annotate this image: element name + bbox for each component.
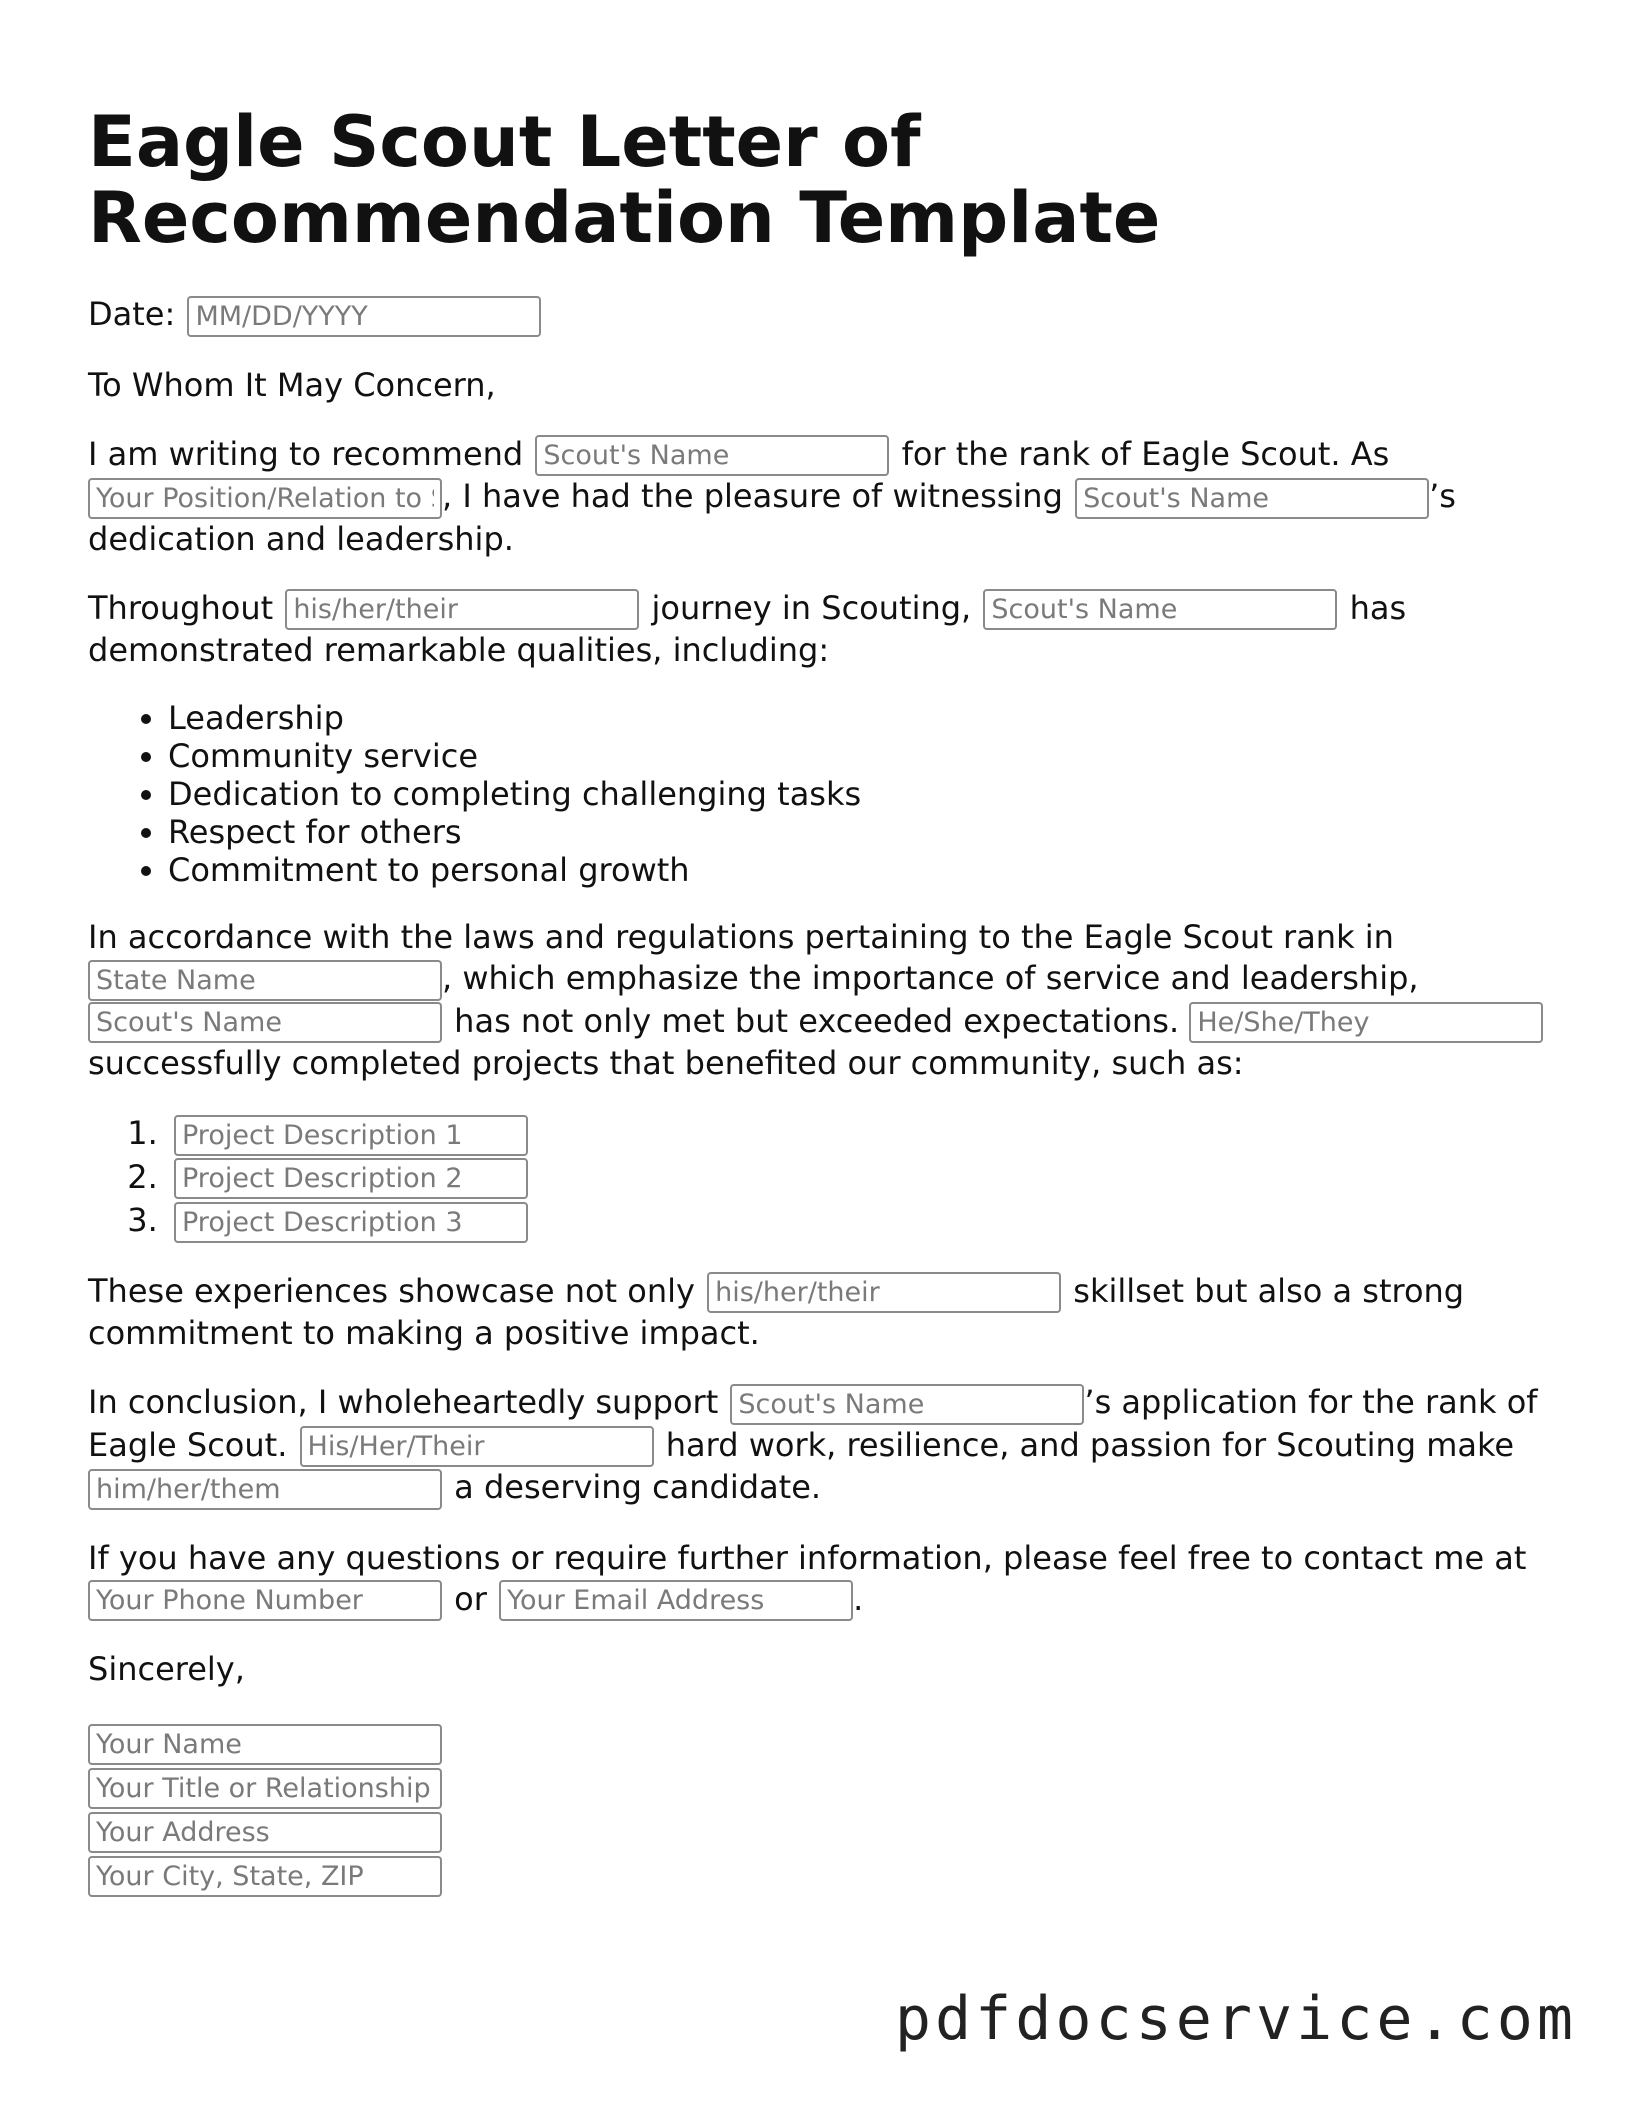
watermark: pdfdocservice.com bbox=[894, 1984, 1577, 2054]
your-title-input[interactable] bbox=[88, 1768, 442, 1809]
project-description-input[interactable] bbox=[174, 1202, 528, 1243]
text-segment: successfully completed projects that benefited our community, such as: bbox=[88, 1044, 1244, 1082]
text-segment: has not only met but exceeded expectations. bbox=[454, 1001, 1180, 1040]
pronoun-input[interactable] bbox=[1189, 1002, 1543, 1043]
position-relation-input[interactable] bbox=[88, 478, 442, 519]
text-segment: , which emphasize the importance of service and leadership, bbox=[442, 959, 1419, 997]
project-description-input[interactable] bbox=[174, 1115, 528, 1156]
projects-list bbox=[88, 1112, 1548, 1243]
text-segment: a deserving candidate. bbox=[454, 1468, 822, 1506]
scout-name-input[interactable] bbox=[730, 1384, 1084, 1425]
email-address-input[interactable] bbox=[499, 1580, 853, 1621]
pronoun-input[interactable] bbox=[285, 589, 639, 630]
date-line bbox=[88, 294, 1548, 337]
text-segment: In accordance with the laws and regulations pertaining to the Eagle Scout rank in bbox=[88, 918, 1394, 956]
project-description-input[interactable] bbox=[174, 1158, 528, 1199]
paragraph-experiences bbox=[88, 1271, 1548, 1355]
scout-name-input[interactable] bbox=[1075, 478, 1429, 519]
text-segment: journey in Scouting, bbox=[651, 588, 972, 627]
list-item: • Community service bbox=[168, 737, 1548, 775]
scout-name-input[interactable] bbox=[983, 589, 1337, 630]
text-segment: I am writing to recommend bbox=[88, 434, 524, 473]
text-segment: Throughout bbox=[88, 588, 274, 627]
list-item bbox=[168, 1112, 1548, 1156]
date-input[interactable] bbox=[187, 296, 541, 337]
pronoun-input[interactable] bbox=[300, 1426, 654, 1467]
text-segment: ’s application for the rank of Eagle Scout. bbox=[88, 1383, 1538, 1464]
your-address-input[interactable] bbox=[88, 1812, 442, 1853]
list-item: • Respect for others bbox=[168, 813, 1548, 851]
list-item bbox=[168, 1156, 1548, 1200]
paragraph-recommend bbox=[88, 434, 1548, 560]
list-item: • Dedication to completing challenging tasks bbox=[168, 775, 1548, 813]
paragraph-conclusion bbox=[88, 1382, 1548, 1510]
text-segment: . bbox=[853, 1579, 864, 1618]
page-title: Eagle Scout Letter of Recommendation Template bbox=[88, 101, 1161, 259]
scout-name-input[interactable] bbox=[535, 435, 889, 476]
text-segment: In conclusion, I wholeheartedly support bbox=[88, 1383, 719, 1421]
text-segment: If you have any questions or require further information, please feel free to contact me at bbox=[88, 1538, 1527, 1577]
letter-page bbox=[88, 101, 1548, 1900]
paragraph-journey bbox=[88, 588, 1548, 672]
text-segment: has demonstrated remarkable qualities, including: bbox=[88, 588, 1407, 669]
text-segment: skillset but also a strong commitment to making a positive impact. bbox=[88, 1271, 1465, 1352]
closing: Sincerely, bbox=[88, 1650, 245, 1688]
salutation: To Whom It May Concern, bbox=[88, 365, 496, 404]
scout-name-input[interactable] bbox=[88, 1002, 442, 1043]
paragraph-contact bbox=[88, 1538, 1548, 1622]
qualities-list bbox=[88, 699, 1548, 889]
pronoun-input[interactable] bbox=[707, 1272, 1061, 1313]
your-city-state-zip-input[interactable] bbox=[88, 1856, 442, 1897]
phone-number-input[interactable] bbox=[88, 1580, 442, 1621]
text-segment: ’s dedication and leadership. bbox=[88, 477, 1456, 558]
text-segment: , I have had the pleasure of witnessing bbox=[442, 477, 1063, 515]
paragraph-accordance bbox=[88, 917, 1548, 1084]
state-name-input[interactable] bbox=[88, 960, 442, 1001]
date-label: Date: bbox=[88, 295, 176, 333]
list-item: • Leadership bbox=[168, 699, 1548, 737]
signature-block bbox=[88, 1724, 1548, 1897]
pronoun-input[interactable] bbox=[88, 1469, 442, 1510]
your-name-input[interactable] bbox=[88, 1724, 442, 1765]
text-segment: or bbox=[454, 1579, 487, 1618]
list-item: • Commitment to personal growth bbox=[168, 851, 1548, 889]
text-segment: for the rank of Eagle Scout. As bbox=[901, 434, 1390, 473]
text-segment: hard work, resilience, and passion for Scouting make bbox=[665, 1425, 1515, 1464]
list-item bbox=[168, 1199, 1548, 1243]
text-segment: These experiences showcase not only bbox=[88, 1271, 695, 1310]
